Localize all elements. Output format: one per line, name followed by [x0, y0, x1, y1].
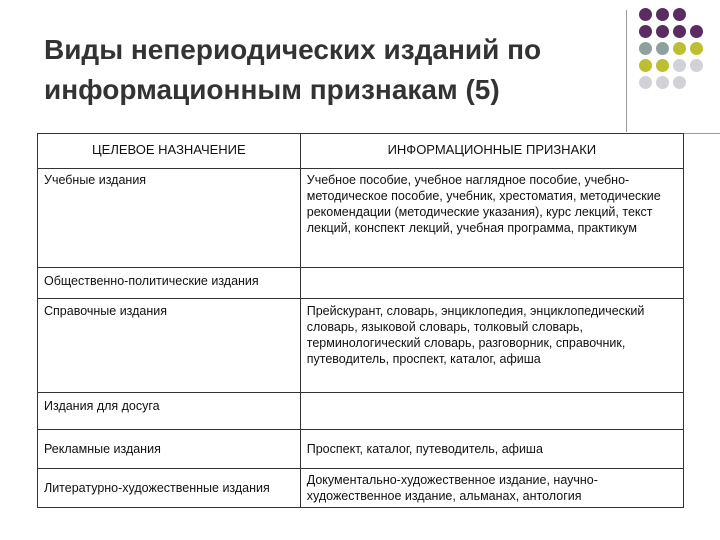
table-row — [38, 299, 684, 393]
row-features: Проспект, каталог, путеводитель, афиша — [300, 430, 683, 469]
table-row — [38, 268, 684, 299]
publication-types-table — [37, 133, 684, 508]
row-features — [300, 393, 683, 430]
table-row — [38, 469, 684, 508]
row-purpose: Рекламные издания — [38, 430, 301, 469]
row-purpose: Издания для досуга — [38, 393, 301, 430]
decorative-dot — [656, 76, 669, 89]
decorative-dot — [639, 25, 652, 38]
decorative-dot — [639, 42, 652, 55]
row-purpose: Учебные издания — [38, 169, 301, 268]
decorative-dot — [690, 25, 703, 38]
table-row — [38, 169, 684, 268]
decorative-dot — [690, 42, 703, 55]
decorative-dot — [656, 42, 669, 55]
table-row — [38, 393, 684, 430]
header-features: ИНФОРМАЦИОННЫЕ ПРИЗНАКИ — [300, 134, 683, 169]
decorative-dot — [639, 59, 652, 72]
row-purpose: Литературно-художественные издания — [38, 469, 301, 508]
decorative-dot — [656, 8, 669, 21]
row-features: Учебное пособие, учебное наглядное пособие, учебно-методическое пособие, учебник, хрестоматия, методические рекомендации (методические указания), курс лекций, текст лекций, конспект лекций, учебная программа, практикум — [300, 169, 683, 268]
decorative-dot — [656, 25, 669, 38]
decorative-dot — [673, 76, 686, 89]
table-row — [38, 430, 684, 469]
decorative-dot — [690, 59, 703, 72]
decorative-dot — [639, 8, 652, 21]
decorative-dot — [673, 42, 686, 55]
row-features — [300, 268, 683, 299]
row-features: Прейскурант, словарь, энциклопедия, энциклопедический словарь, языковой словарь, толковый словарь, терминологический словарь, разговорник, справочник, путеводитель, проспект, каталог, афиша — [300, 299, 683, 393]
decorative-dot — [673, 8, 686, 21]
decorative-dot — [656, 59, 669, 72]
title-divider-vertical — [626, 10, 627, 132]
decorative-dot-grid — [639, 8, 719, 128]
row-purpose: Общественно-политические издания — [38, 268, 301, 299]
table-header-row — [38, 134, 684, 169]
header-purpose: ЦЕЛЕВОЕ НАЗНАЧЕНИЕ — [38, 134, 301, 169]
decorative-dot — [639, 76, 652, 89]
row-purpose: Справочные издания — [38, 299, 301, 393]
row-features: Документально-художественное издание, научно-художественное издание, альманах, антология — [300, 469, 683, 508]
slide-title: Виды непериодических изданий по информационным признакам (5) — [44, 34, 542, 105]
decorative-dot — [673, 25, 686, 38]
decorative-dot — [673, 59, 686, 72]
